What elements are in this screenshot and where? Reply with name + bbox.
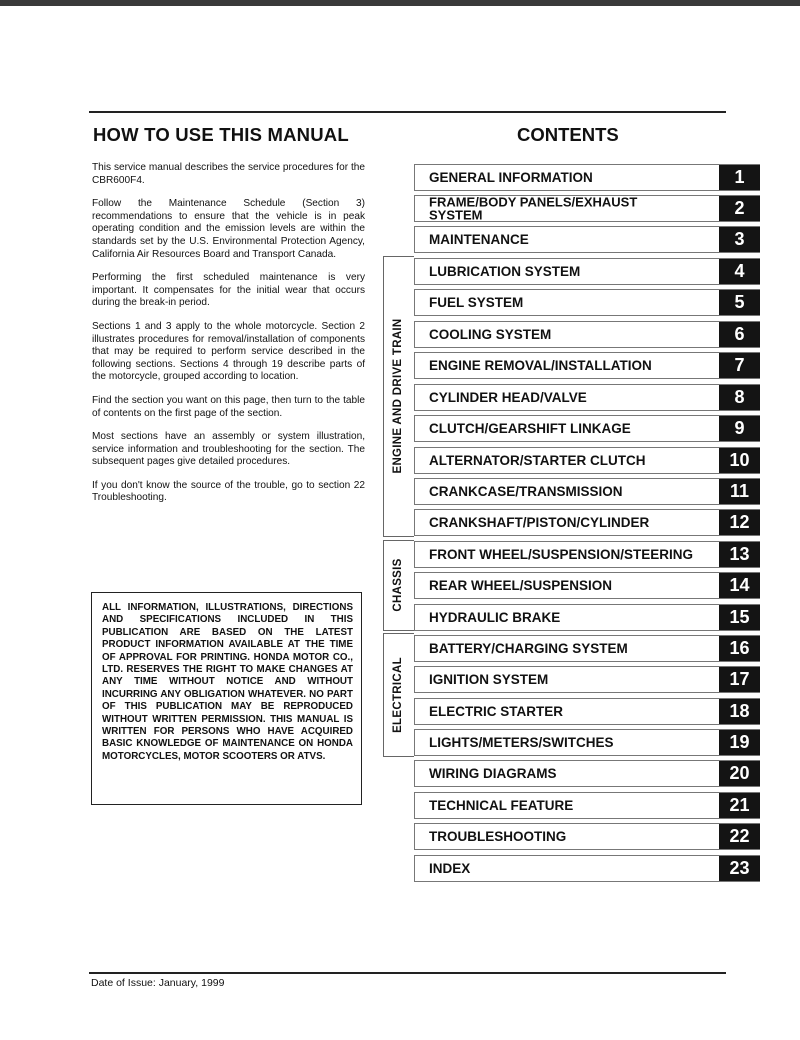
- toc-label: INDEX: [429, 860, 471, 876]
- toc-entry-6[interactable]: [414, 321, 760, 348]
- toc-entry-21[interactable]: [414, 792, 760, 819]
- section-number-tab: 20: [719, 761, 760, 786]
- toc-entry-22[interactable]: [414, 823, 760, 850]
- toc-label: COOLING SYSTEM: [429, 326, 552, 342]
- section-number-tab: 22: [719, 824, 760, 849]
- toc-label: ALTERNATOR/STARTER CLUTCH: [429, 452, 646, 468]
- toc-label: GENERAL INFORMATION: [429, 169, 593, 185]
- toc-label: ELECTRIC STARTER: [429, 703, 563, 719]
- intro-paragraph: If you don't know the source of the trouble, go to section 22 Troubleshooting.: [92, 479, 365, 504]
- toc-entry-1[interactable]: [414, 164, 760, 191]
- section-number-tab: 12: [719, 510, 760, 535]
- section-number-tab: 13: [719, 542, 760, 567]
- section-number-tab: 11: [719, 479, 760, 504]
- intro-text: [92, 162, 365, 516]
- toc-label: FUEL SYSTEM: [429, 294, 524, 310]
- section-number-tab: 9: [719, 416, 760, 441]
- toc-entry-20[interactable]: [414, 760, 760, 787]
- toc-entry-14[interactable]: [414, 572, 760, 599]
- toc-label: HYDRAULIC BRAKE: [429, 609, 561, 625]
- section-number-tab: 15: [719, 605, 760, 630]
- toc-entry-9[interactable]: [414, 415, 760, 442]
- toc-entry-23[interactable]: [414, 855, 760, 882]
- toc-entry-3[interactable]: [414, 226, 760, 253]
- toc-entry-10[interactable]: [414, 447, 760, 474]
- issue-date: Date of Issue: January, 1999: [91, 977, 225, 989]
- intro-paragraph: Find the section you want on this page, then turn to the table of contents on the first page of the section.: [92, 394, 365, 419]
- toc-entry-19[interactable]: [414, 729, 760, 756]
- toc-entry-18[interactable]: [414, 698, 760, 725]
- intro-paragraph: Most sections have an assembly or system illustration, service information and troubleshooting for the section. The subsequent pages give detailed procedures.: [92, 431, 365, 468]
- section-number-tab: 3: [719, 227, 760, 252]
- section-number-tab: 10: [719, 448, 760, 473]
- toc-label: BATTERY/CHARGING SYSTEM: [429, 640, 628, 656]
- toc-entry-5[interactable]: [414, 289, 760, 316]
- engine-group-label: ENGINE AND DRIVE TRAIN: [392, 318, 404, 474]
- toc-label: IGNITION SYSTEM: [429, 671, 549, 687]
- toc-entry-13[interactable]: [414, 541, 760, 568]
- section-number-tab: 5: [719, 290, 760, 315]
- section-number-tab: 21: [719, 793, 760, 818]
- toc-label: LUBRICATION SYSTEM: [429, 263, 581, 279]
- section-number-tab: 23: [719, 856, 760, 881]
- toc-label: WIRING DIAGRAMS: [429, 765, 557, 781]
- section-number-tab: 14: [719, 573, 760, 598]
- toc-label: CLUTCH/GEARSHIFT LINKAGE: [429, 420, 631, 436]
- toc-label: CRANKCASE/TRANSMISSION: [429, 483, 623, 499]
- chassis-group-label: CHASSIS: [392, 558, 404, 612]
- section-number-tab: 4: [719, 259, 760, 284]
- header-rule: [89, 111, 726, 113]
- intro-paragraph: Follow the Maintenance Schedule (Section 3) recommendations to ensure that the vehicle is in peak operating condition and the emission levels are within the standards set by the U.S. Environmental Protection Agency, California Air Resources Board and Transport Canada.: [92, 198, 365, 260]
- section-number-tab: 8: [719, 385, 760, 410]
- toc-label: REAR WHEEL/SUSPENSION: [429, 577, 613, 593]
- electrical-group-label: ELECTRICAL: [392, 657, 404, 733]
- toc-label: TECHNICAL FEATURE: [429, 797, 574, 813]
- toc-label: CYLINDER HEAD/VALVE: [429, 389, 587, 405]
- toc-entry-7[interactable]: [414, 352, 760, 379]
- footer-rule: [89, 972, 726, 974]
- intro-paragraph: This service manual describes the service procedures for the CBR600F4.: [92, 162, 365, 186]
- intro-paragraph: Sections 1 and 3 apply to the whole motorcycle. Section 2 illustrates procedures for removal/installation of components that may be required to perform service described in the following sections. Sections 4 through 19 describe parts of the motorcycle, grouped according to location.: [92, 320, 365, 383]
- toc-label: TROUBLESHOOTING: [429, 828, 567, 844]
- section-number-tab: 2: [719, 196, 760, 221]
- manual-usage-heading: HOW TO USE THIS MANUAL: [93, 124, 349, 145]
- section-number-tab: 7: [719, 353, 760, 378]
- section-number-tab: 6: [719, 322, 760, 347]
- toc-entry-16[interactable]: [414, 635, 760, 662]
- toc-label: MAINTENANCE: [429, 231, 529, 247]
- toc-entry-8[interactable]: [414, 384, 760, 411]
- legal-notice-box: ALL INFORMATION, ILLUSTRATIONS, DIRECTIONS AND SPECIFICATIONS INCLUDED IN THIS PUBLICATION ARE BASED ON THE LATEST PRODUCT INFORMATION AVAILABLE AT THE TIME OF APPROVAL FOR PRINTING. HONDA MOTOR CO., LTD. RESERVES THE RIGHT TO MAKE CHANGES AT ANY TIME WITHOUT NOTICE AND WITHOUT INCURRING ANY OBLIGATION WHATEVER. NO PART OF THIS PUBLICATION MAY BE REPRODUCED WITHOUT WRITTEN PERMISSION. THIS MANUAL IS WRITTEN FOR PERSONS WHO HAVE ACQUIRED BASIC KNOWLEDGE OF MAINTENANCE ON HONDA MOTORCYCLES, MOTOR SCOOTERS OR ATVS.: [91, 592, 362, 805]
- section-number-tab: 18: [719, 699, 760, 724]
- section-number-tab: 19: [719, 730, 760, 755]
- toc-entry-4[interactable]: [414, 258, 760, 285]
- toc-label: ENGINE REMOVAL/INSTALLATION: [429, 357, 652, 373]
- top-border-bar: [0, 0, 800, 6]
- toc-label: FRONT WHEEL/SUSPENSION/STEERING: [429, 546, 694, 562]
- toc-label: LIGHTS/METERS/SWITCHES: [429, 734, 614, 750]
- toc-label: CRANKSHAFT/PISTON/CYLINDER: [429, 514, 650, 530]
- toc-entry-2[interactable]: [414, 195, 760, 222]
- section-number-tab: 1: [719, 165, 760, 190]
- section-number-tab: 17: [719, 667, 760, 692]
- toc-label: FRAME/BODY PANELS/EXHAUST SYSTEM: [429, 194, 638, 223]
- intro-paragraph: Performing the first scheduled maintenance is very important. It compensates for the initial wear that occurs during the break-in period.: [92, 272, 365, 309]
- toc-entry-12[interactable]: [414, 509, 760, 536]
- section-number-tab: 16: [719, 636, 760, 661]
- toc-entry-11[interactable]: [414, 478, 760, 505]
- toc-entry-15[interactable]: [414, 604, 760, 631]
- contents-heading: CONTENTS: [517, 124, 619, 145]
- toc-entry-17[interactable]: [414, 666, 760, 693]
